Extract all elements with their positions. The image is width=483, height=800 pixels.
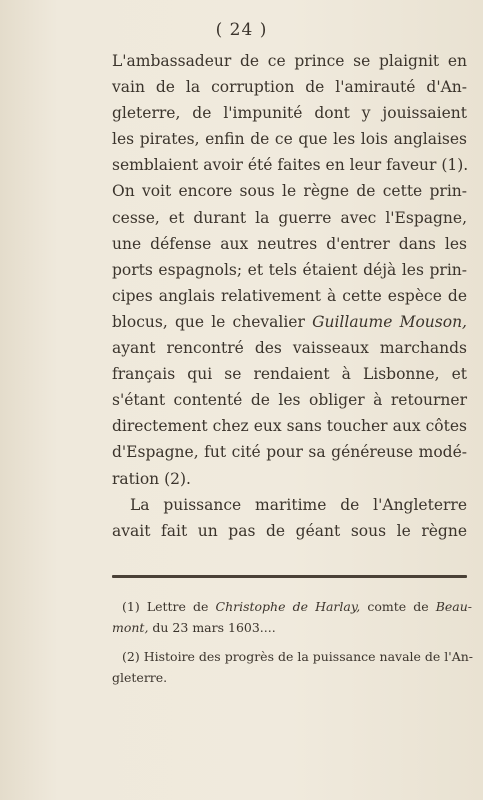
footnote-text: comte de <box>360 599 436 614</box>
footnote-text: du 23 mars 1603.... <box>148 620 276 635</box>
footnote-text: Histoire des progrès de la puissance navale de l'An- <box>143 649 474 664</box>
text-line-with-name <box>112 309 467 335</box>
text-line: s'étant contenté de les obliger à retourner <box>112 391 467 410</box>
footnote-italic: Beau- <box>435 599 472 614</box>
footnote-1 <box>112 596 472 638</box>
footnote-marker: (1) <box>122 599 140 614</box>
text-line: cipes anglais relativement à cette espèce de <box>112 286 467 305</box>
text-line: gleterre, de l'impunité dont y jouissaient <box>112 104 467 123</box>
footnote-rule <box>112 575 467 578</box>
footnote-line <box>112 596 472 617</box>
text-line: une défense aux neutres d'entrer dans les <box>112 234 467 253</box>
text-line: vain de la corruption de l'amirauté d'An- <box>112 78 467 97</box>
text-line: ayant rencontré des vaisseaux marchands <box>112 339 467 358</box>
text-line: cesse, et durant la guerre avec l'Espagne, <box>112 208 467 227</box>
text-line: avait fait un pas de géant sous le règne <box>112 521 467 540</box>
text-line: ports espagnols; et tels étaient déjà les prin- <box>112 260 467 279</box>
text-segment: blocus, que le chevalier <box>112 312 313 331</box>
footnote-italic: Christophe de Harlay, <box>215 599 361 614</box>
footnote-marker: (2) <box>122 649 140 664</box>
page-number: ( 24 ) <box>215 20 268 40</box>
italic-name: Guillaume Mouson, <box>312 312 467 331</box>
text-line: d'Espagne, fut cité pour sa généreuse modé- <box>112 443 467 462</box>
text-line: semblaient avoir été faites en leur faveur (1). <box>112 156 469 175</box>
footnote-line <box>112 617 472 638</box>
text-line: ration (2). <box>112 469 191 488</box>
footnotes <box>112 596 472 696</box>
main-text <box>112 48 467 544</box>
footnote-text: Lettre de <box>146 599 216 614</box>
text-line: L'ambassadeur de ce prince se plaignit en <box>112 52 467 70</box>
footnote-line <box>112 646 472 667</box>
footnote-italic: mont, <box>112 620 149 635</box>
text-line: On voit encore sous le règne de cette prin- <box>112 182 467 201</box>
text-line: directement chez eux sans toucher aux côtes <box>112 417 467 436</box>
footnote-line: gleterre. <box>112 670 168 685</box>
text-line: La puissance maritime de l'Angleterre <box>130 495 467 514</box>
text-line: les pirates, enfin de ce que les lois anglaises <box>112 130 467 149</box>
footnote-2 <box>112 646 472 688</box>
text-line: français qui se rendaient à Lisbonne, et <box>112 365 467 384</box>
